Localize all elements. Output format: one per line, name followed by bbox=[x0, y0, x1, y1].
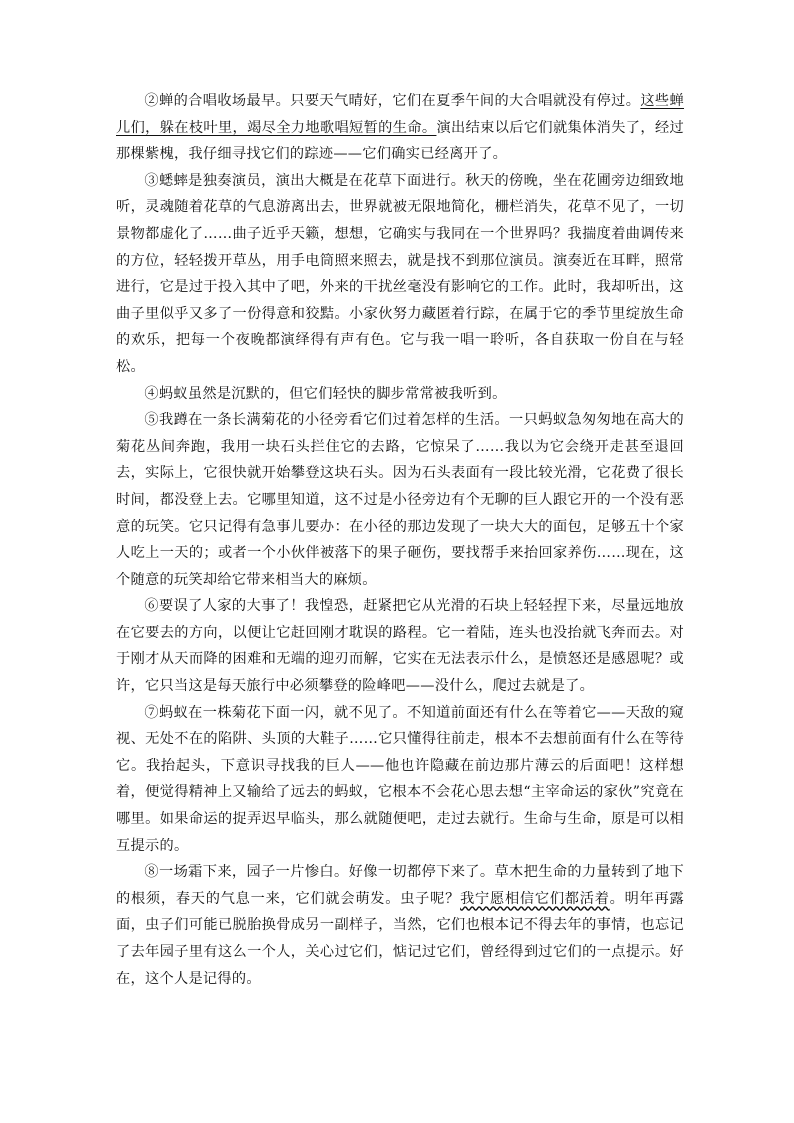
paragraph-7 bbox=[116, 700, 684, 860]
paragraph-text: ⑤我蹲在一条长满菊花的小径旁看它们过着怎样的生活。一只蚂蚁急匆匆地在高大的菊花丛间奔跑，我用一块石头拦住它的去路，它惊呆了……我以为它会绕开走甚至退回去，实际上，它很快就开始攀登这块石头。因为石头表面有一段比较光滑，它花费了很长时间，都没登上去。它哪里知道，这不过是小径旁边有个无聊的巨人跟它开的一个没有恶意的玩笑。它只记得有急事儿要办：在小径的那边发现了一块大大的面包，足够五十个家人吃上一天的；或者一个小伙伴被落下的果子砸伤，要找帮手来抬回家养伤……现在，这个随意的玩笑却给它带来相当大的麻烦。 bbox=[116, 412, 684, 588]
wavy-underlined-phrase: 我宁愿相信它们都活着 bbox=[460, 890, 610, 907]
underlined-sentence: 这些蝉儿们，躲在枝叶里，竭尽全力地歌唱短暂的生命。 bbox=[116, 93, 685, 136]
paragraph-text: ⑦蚂蚁在一株菊花下面一闪，就不见了。不知道前面还有什么在等着它——天敌的窥视、无处不在的陷阱、头顶的大鞋子……它只懂得往前走，根本不去想前面有什么在等待它。我抬起头，下意识寻找我的巨人——他也许隐藏在前边那片薄云的后面吧！这样想着，便觉得精神上又输给了远去的蚂蚁，它根本不会花心思去想“主宰命运的家伙”究竟在哪里。如果命运的捉弄迟早临头，那么就随便吧，走过去就行。生命与生命，原是可以相互提示的。 bbox=[116, 704, 684, 854]
paragraph-text: ⑥要误了人家的大事了！我惶恐，赶紧把它从光滑的石块上轻轻捏下来，尽量远地放在它要去的方向，以便让它赶回刚才耽误的路程。它一着陆，连头也没抬就飞奔而去。对于刚才从天而降的困难和无端的迎刃而解，它实在无法表示什么，是愤怒还是感恩呢？或许，它只当这是每天旅行中必须攀登的险峰吧——没什么，爬过去就是了。 bbox=[116, 598, 684, 695]
paragraph-8 bbox=[116, 859, 684, 992]
paragraph-text: ②蝉的合唱收场最早。只要天气晴好，它们在夏季午间的大合唱就没有停过。 bbox=[144, 93, 641, 109]
paragraph-text: 。明年再露面，虫子们可能已脱胎换骨成另一副样子，当然，它们也根本记不得去年的事情，也忘记了去年园子里有这么一个人，关心过它们，惦记过它们，曾经得到过它们的一点提示。好在，这个人是记得的。 bbox=[116, 890, 684, 987]
paragraph-5 bbox=[116, 407, 684, 593]
paragraph-text: ④蚂蚁虽然是沉默的，但它们轻快的脚步常常被我听到。 bbox=[144, 385, 507, 402]
paragraph-2 bbox=[116, 88, 684, 168]
paragraph-text: ⑧一场霜下来，园子一片惨白。好像一切都停下来了。草木把生命的力量转到了地下的根须，春天的气息一来，它们就会萌发。虫子呢？ bbox=[116, 864, 684, 907]
article-body bbox=[116, 88, 684, 992]
paragraph-3 bbox=[116, 168, 684, 381]
paragraph-text: ③蟋蟀是独奏演员，演出大概是在花草下面进行。秋天的傍晚，坐在花圃旁边细致地听，灵魂随着花草的气息游离出去，世界就被无限地简化，栅栏消失，花草不见了，一切景物都虚化了……曲子近乎天籁，想想，它确实与我同在一个世界吗？我揣度着曲调传来的方位，轻轻拨开草丛，用手电筒照来照去，就是找不到那位演员。演奏近在耳畔，照常进行，它是过于投入其中了吧，外来的干扰丝毫没有影响它的工作。此时，我却听出，这曲子里似乎又多了一份得意和狡黠。小家伙努力藏匿着行踪，在属于它的季节里绽放生命的欢乐，把每一个夜晚都演绎得有声有色。它与我一唱一聆听，各自获取一份自在与轻松。 bbox=[116, 172, 684, 375]
paragraph-text: 演出结束以后它们就集体消失了，经过那棵紫槐，我仔细寻找它们的踪迹——它们确实已经离开了。 bbox=[116, 119, 684, 163]
paragraph-4 bbox=[116, 381, 684, 408]
paragraph-6 bbox=[116, 593, 684, 699]
